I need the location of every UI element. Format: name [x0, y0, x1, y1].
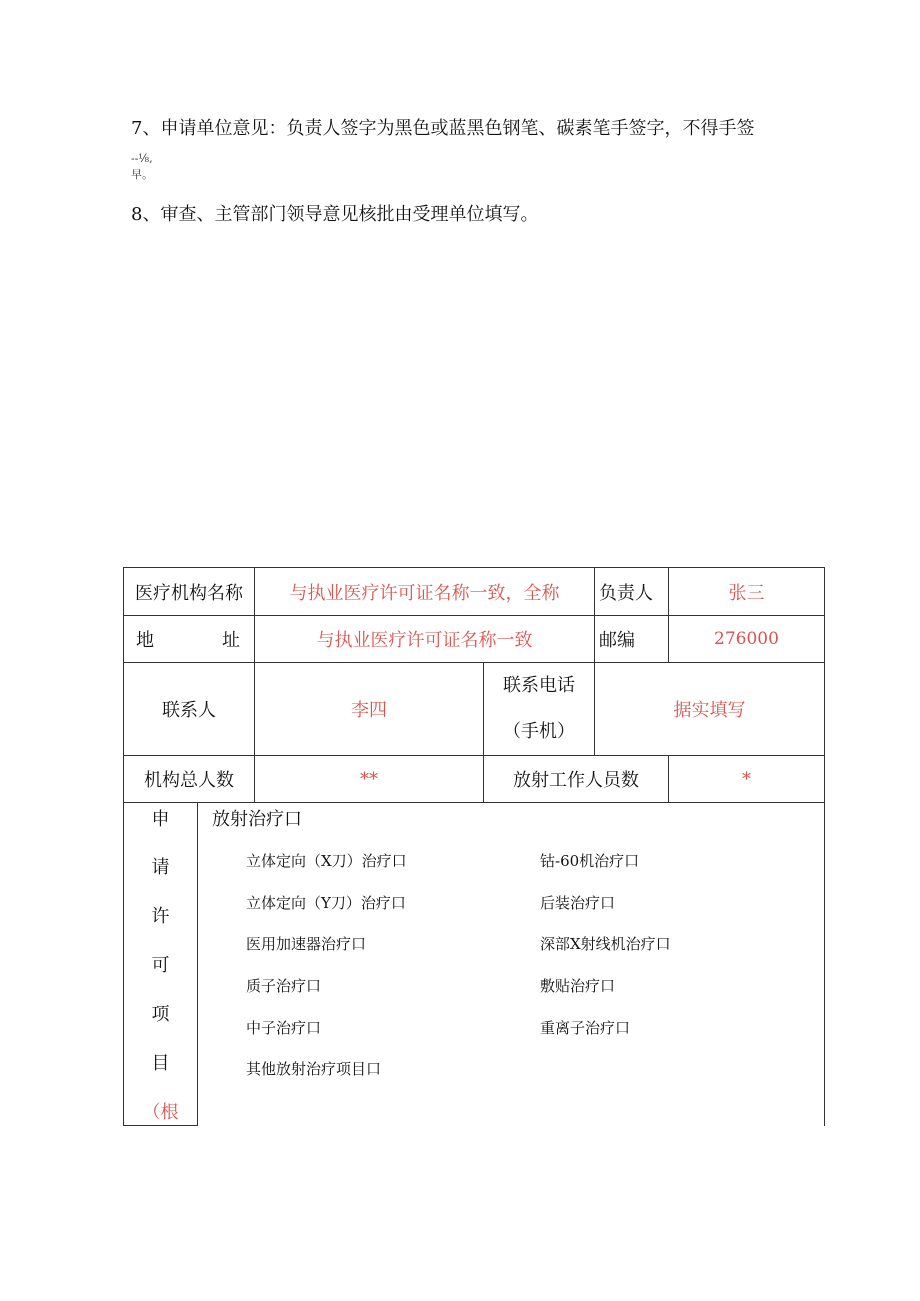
checkbox-item-cobalt-60[interactable]: 钴-60机治疗口 [540, 852, 640, 870]
instruction-line-8: 8、审查、主管部门领导意见核批由受理单位填写。 [131, 204, 539, 225]
address-label-char-2: 址 [222, 630, 240, 651]
row-org-name [124, 568, 825, 616]
phone-field[interactable]: 据实填写 [595, 663, 825, 756]
checkbox-item-applicator[interactable]: 敷贴治疗口 [540, 977, 616, 995]
radiation-staff-field[interactable]: * [669, 756, 825, 803]
side-char: 项 [151, 1004, 170, 1025]
postcode-label: 邮编 [595, 616, 669, 663]
application-form-table [123, 567, 825, 1126]
staff-total-label: 机构总人数 [124, 756, 255, 803]
instruction-line-7: 7、申请单位意见：负责人签字为黑色或蓝黑色钢笔、碳素笔手签字，不得手签 [131, 118, 755, 139]
side-char: （根 [142, 1102, 179, 1123]
contact-field[interactable]: 李四 [255, 663, 484, 756]
row-contact [124, 663, 825, 756]
checkbox-item-proton[interactable]: 质子治疗口 [246, 977, 322, 995]
postcode-field[interactable]: 276000 [669, 616, 825, 663]
row-address [124, 616, 825, 663]
checkbox-item-deep-xray[interactable]: 深部X射线机治疗口 [540, 935, 671, 953]
contact-label: 联系人 [124, 663, 255, 756]
address-label-char-1: 地 [136, 630, 154, 651]
side-char: 请 [151, 857, 170, 878]
phone-label-line-2: （手机） [503, 721, 575, 742]
checkbox-item-afterloading[interactable]: 后装治疗口 [540, 894, 616, 912]
instruction-line-7-fragment-end: 早。 [131, 168, 153, 181]
leader-label: 负责人 [595, 568, 669, 616]
radiation-staff-label: 放射工作人员数 [484, 756, 669, 803]
checkbox-item-heavy-ion[interactable]: 重离子治疗口 [540, 1019, 631, 1037]
leader-field[interactable]: 张三 [669, 568, 825, 616]
side-char: 目 [151, 1053, 170, 1074]
apply-items-side-label [124, 803, 198, 1126]
row-staff [124, 756, 825, 803]
side-char: 许 [151, 906, 170, 927]
checkbox-item-linac[interactable]: 医用加速器治疗口 [246, 935, 367, 953]
org-name-label: 医疗机构名称 [124, 568, 255, 616]
checkbox-item-other[interactable]: 其他放射治疗项目口 [246, 1060, 382, 1078]
section-title-radiotherapy: 放射治疗口 [212, 809, 302, 830]
side-char: 申 [151, 809, 170, 830]
phone-label-line-1: 联系电话 [503, 675, 575, 696]
org-name-field[interactable]: 与执业医疗许可证名称一致，全称 [255, 568, 595, 616]
address-label [124, 616, 255, 663]
address-field[interactable]: 与执业医疗许可证名称一致 [255, 616, 595, 663]
side-char: 可 [151, 955, 170, 976]
row-apply-items [124, 803, 825, 1126]
checkbox-item-y-knife[interactable]: 立体定向（Y刀）治疗口 [246, 894, 406, 912]
checkbox-item-neutron[interactable]: 中子治疗口 [246, 1019, 322, 1037]
instruction-line-7-fragment: --⅛, [131, 152, 153, 165]
apply-items-cell [198, 803, 825, 1126]
checkbox-item-x-knife[interactable]: 立体定向（X刀）治疗口 [246, 852, 407, 870]
staff-total-field[interactable]: ** [255, 756, 484, 803]
phone-label [484, 663, 595, 756]
